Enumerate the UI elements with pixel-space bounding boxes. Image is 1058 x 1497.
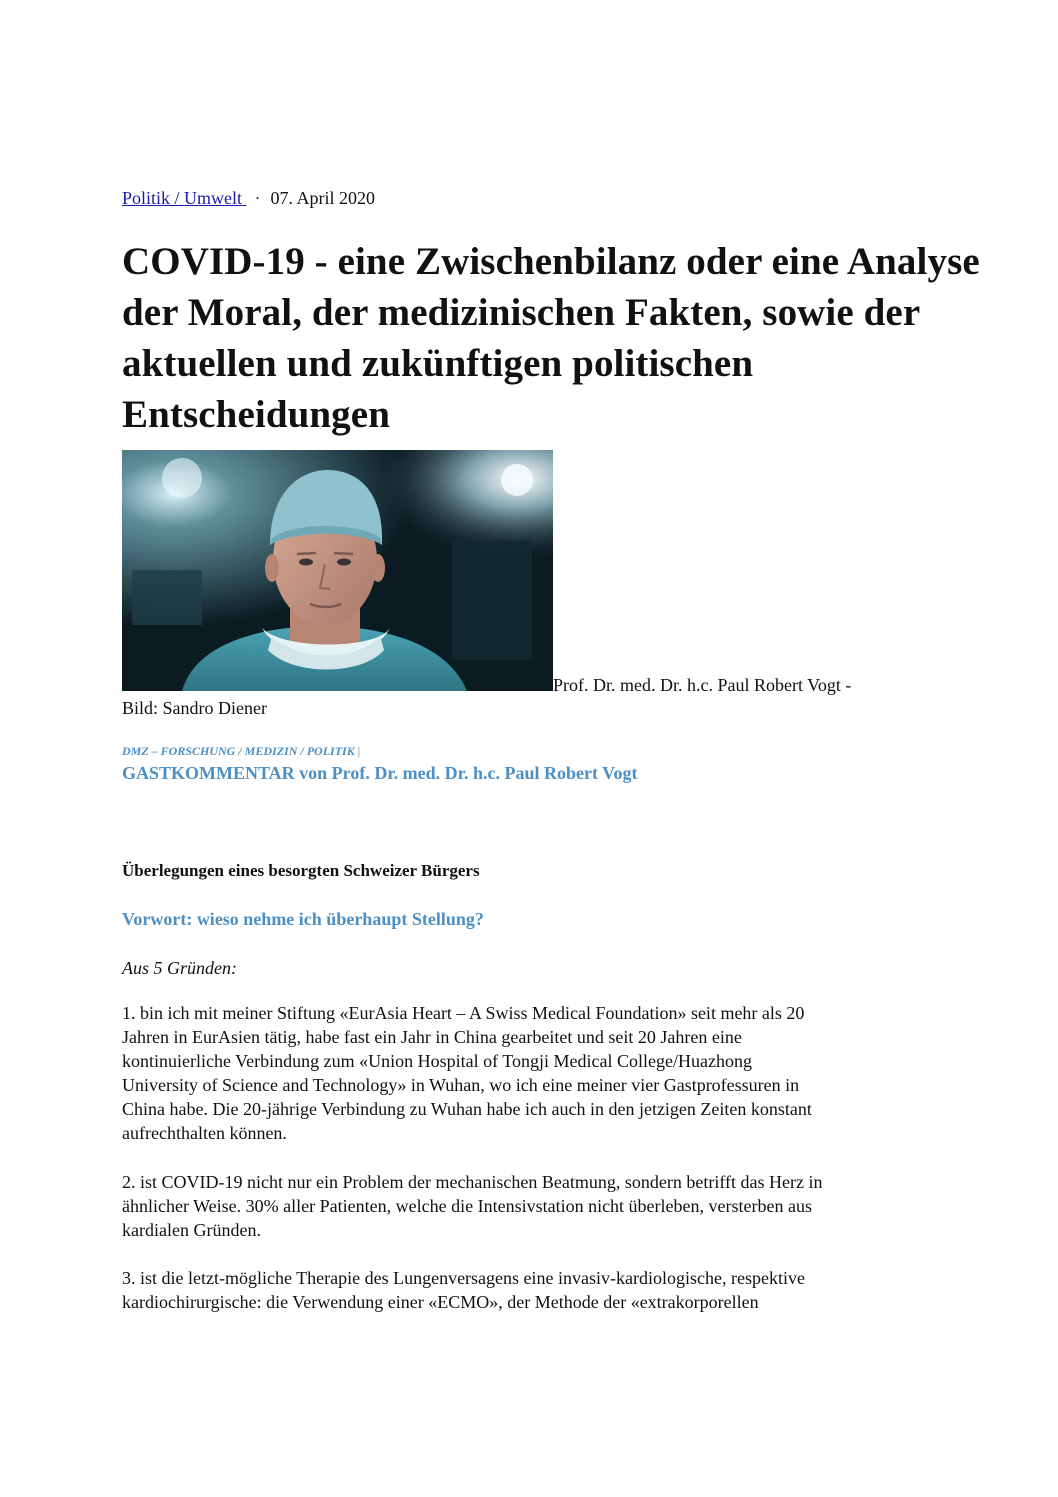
photo-credit: Bild: Sandro Diener bbox=[122, 698, 267, 718]
paragraph-line: 2. ist COVID-19 nicht nur ein Problem der mechanischen Beatmung, sondern betrifft das Herz in bbox=[122, 1172, 823, 1192]
paragraph-line: Jahren in EurAsien tätig, habe fast ein Jahr in China gearbeitet und seit 20 Jahren eine bbox=[122, 1027, 742, 1047]
paragraph-3 bbox=[122, 1266, 942, 1314]
paragraph-line: kontinuierliche Verbindung zum «Union Hospital of Tongji Medical College/Huazhong bbox=[122, 1051, 752, 1071]
category-link[interactable]: Politik / Umwelt bbox=[122, 188, 247, 208]
kicker-text: DMZ – FORSCHUNG / MEDIZIN / POLITIK bbox=[122, 744, 355, 758]
author-photo bbox=[122, 450, 553, 691]
paragraph-line: 3. ist die letzt-mögliche Therapie des Lungenversagens eine invasiv-kardiologische, respektive bbox=[122, 1268, 805, 1288]
paragraph-line: aufrechthalten können. bbox=[122, 1123, 287, 1143]
kicker-bar: | bbox=[357, 744, 361, 758]
publish-date: 07. April 2020 bbox=[270, 188, 376, 208]
paragraph-line: 1. bin ich mit meiner Stiftung «EurAsia Heart – A Swiss Medical Foundation» seit mehr als 20 bbox=[122, 1003, 805, 1023]
reasons-intro: Aus 5 Gründen: bbox=[122, 958, 237, 978]
paragraph-2 bbox=[122, 1170, 942, 1242]
paragraph-line: kardialen Gründen. bbox=[122, 1220, 261, 1240]
foreword-heading: Vorwort: wieso nehme ich überhaupt Stellung? bbox=[122, 909, 484, 929]
paragraph-line: kardiochirurgische: die Verwendung einer «ECMO», der Methode der «extrakorporellen bbox=[122, 1292, 759, 1312]
article-meta bbox=[122, 187, 375, 209]
meta-separator: · bbox=[254, 188, 261, 208]
article-subheading: Überlegungen eines besorgten Schweizer Bürgers bbox=[122, 861, 480, 880]
guest-comment-byline: GASTKOMMENTAR von Prof. Dr. med. Dr. h.c. Paul Robert Vogt bbox=[122, 763, 638, 783]
paragraph-line: ähnlicher Weise. 30% aller Patienten, welche die Intensivstation nicht überleben, versterben aus bbox=[122, 1196, 812, 1216]
paragraph-line: University of Science and Technology» in Wuhan, wo ich eine meiner vier Gastprofessuren in bbox=[122, 1075, 800, 1095]
section-kicker bbox=[122, 744, 360, 758]
paragraph-1 bbox=[122, 1001, 942, 1145]
paragraph-line: China habe. Die 20-jährige Verbindung zu Wuhan habe ich auch in den jetzigen Zeiten konstant bbox=[122, 1099, 812, 1119]
photo-caption: Prof. Dr. med. Dr. h.c. Paul Robert Vogt - bbox=[553, 675, 852, 695]
article-headline: COVID-19 - eine Zwischenbilanz oder eine Analyse der Moral, der medizinischen Fakten, sowie der aktuellen und zukünftigen politischen Entscheidungen bbox=[122, 240, 980, 436]
portrait-photo-icon bbox=[122, 450, 553, 691]
